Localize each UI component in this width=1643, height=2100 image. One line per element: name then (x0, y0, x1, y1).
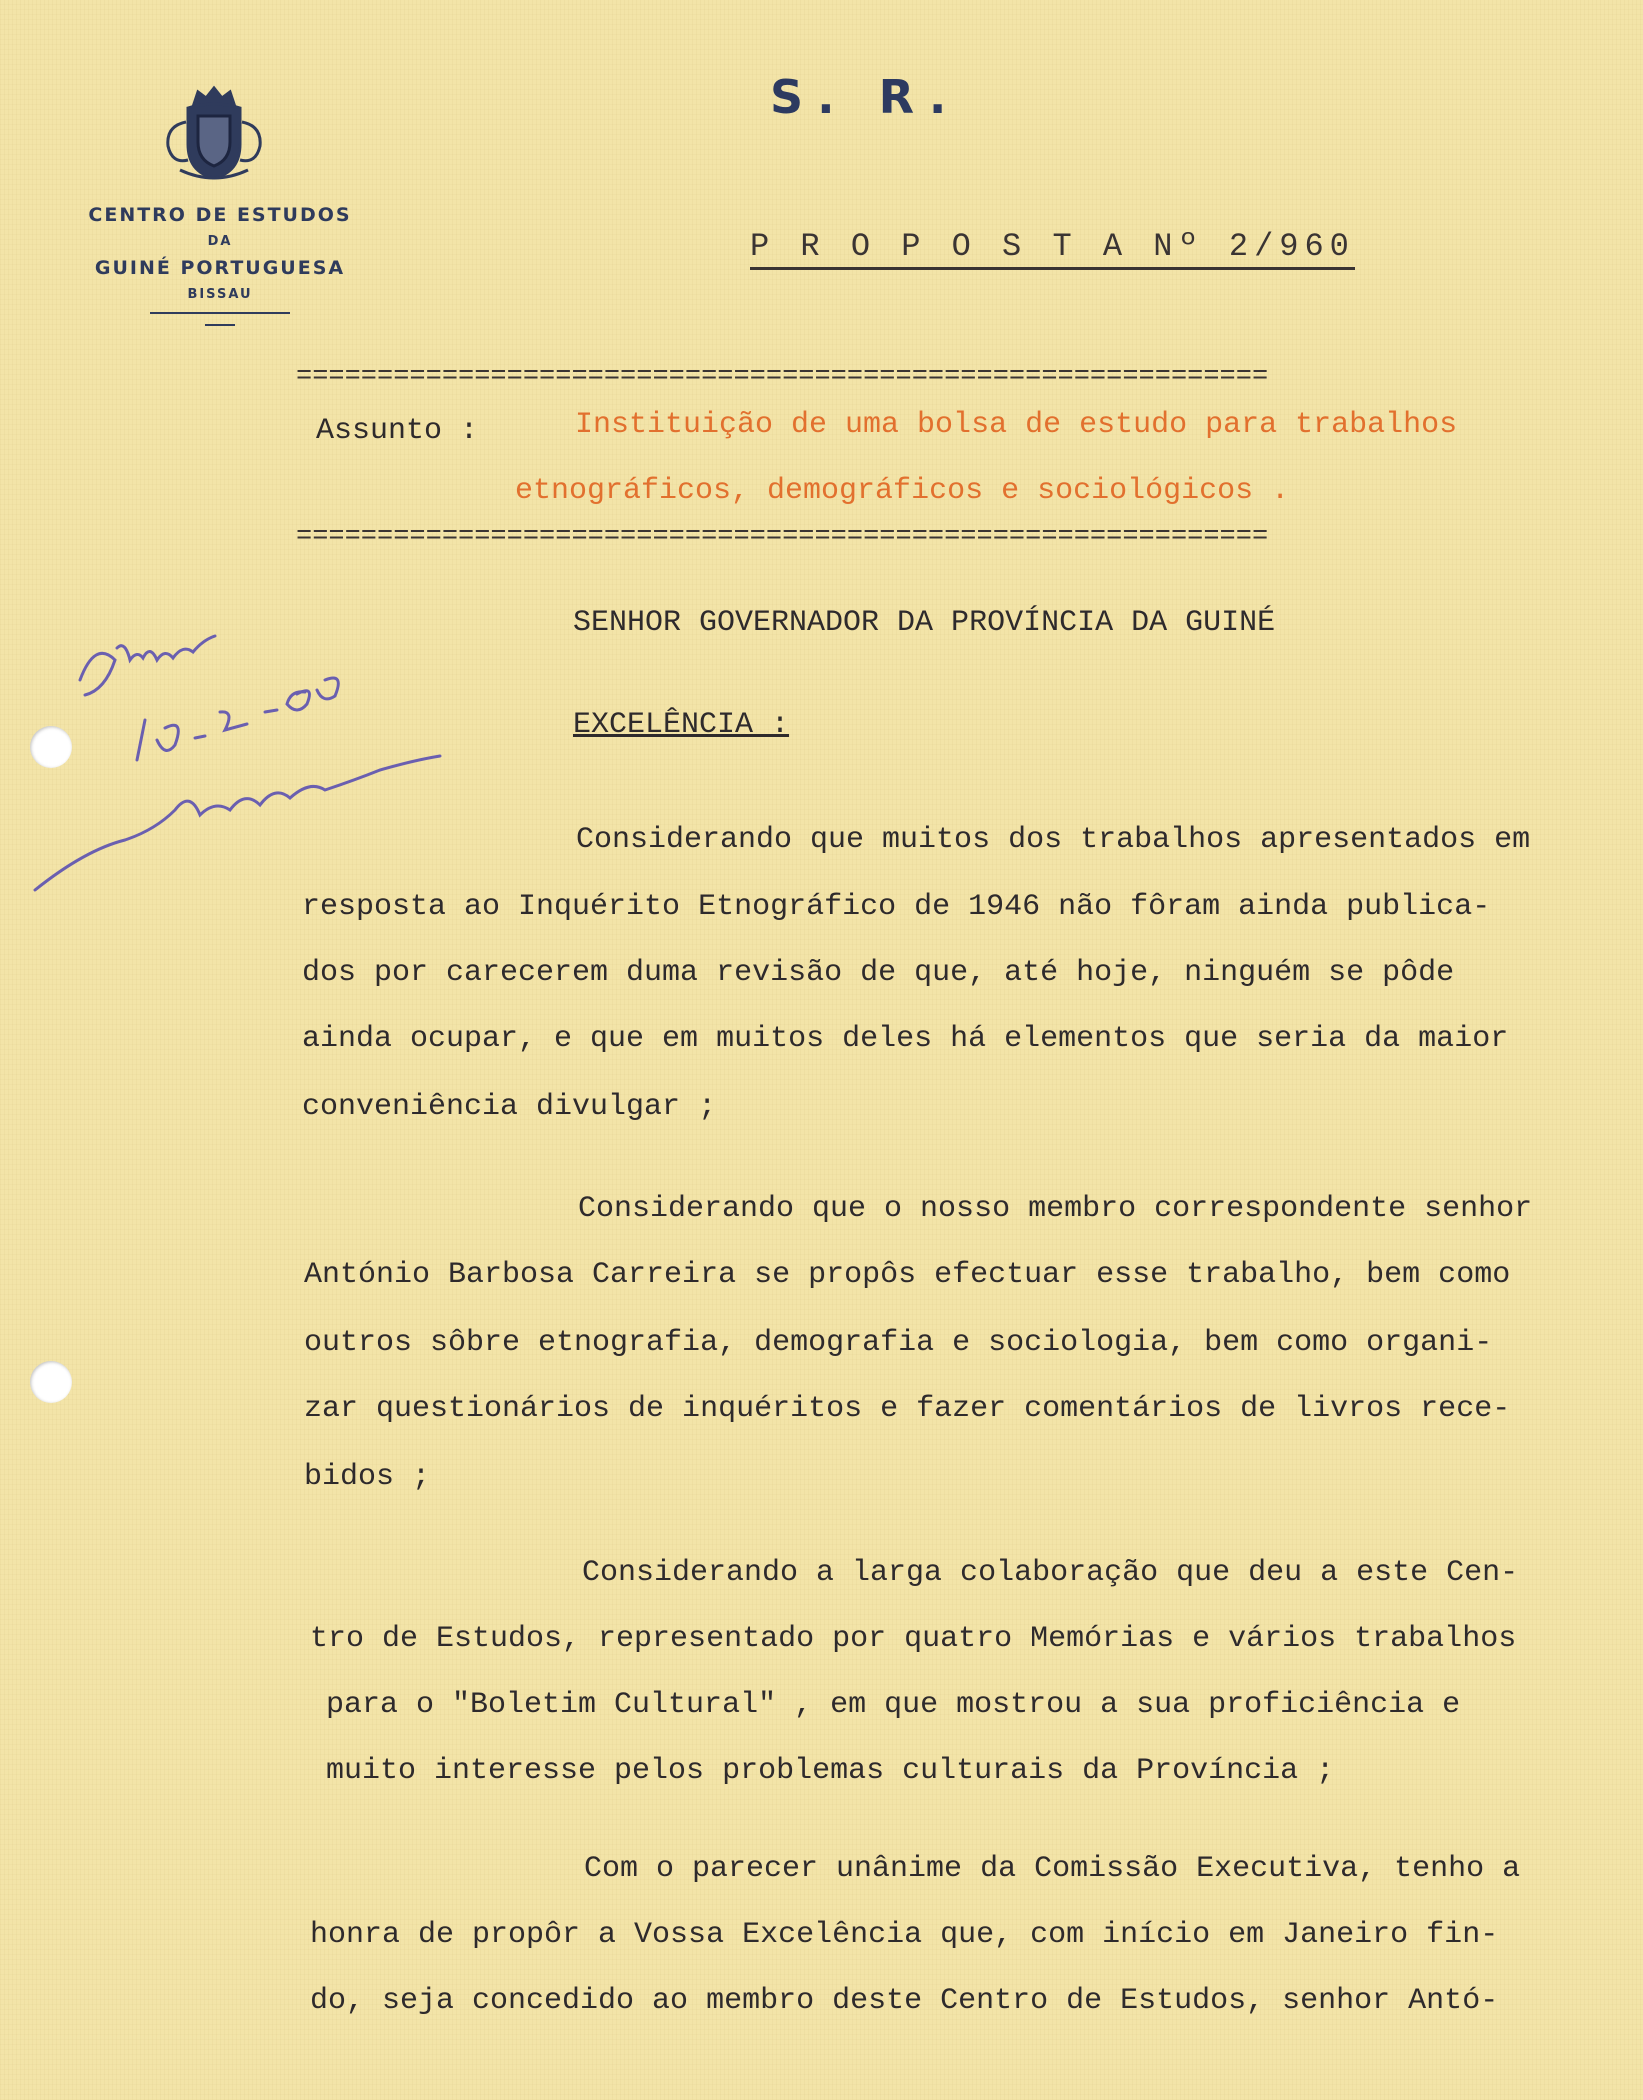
text-line: tro de Estudos, representado por quatro Memórias e vários trabalhos (310, 1622, 1517, 1656)
text-line: conveniência divulgar ; (302, 1090, 717, 1124)
text-line: Com o parecer unânime da Comissão Executiva, tenho a (584, 1852, 1521, 1886)
letterhead-rule (150, 312, 290, 314)
text-line: muito interesse pelos problemas culturais da Província ; (326, 1754, 1335, 1788)
text-line: bidos ; (304, 1460, 431, 1494)
subject-line-1: Instituição de uma bolsa de estudo para trabalhos (575, 408, 1458, 442)
text-line: Considerando que o nosso membro correspondente senhor (578, 1192, 1533, 1226)
subject-line-2: etnográficos, demográficos e sociológicos . (515, 474, 1290, 508)
letterhead-line-2: DA (207, 234, 233, 249)
letterhead-rule-short (205, 324, 235, 326)
text-line: para o "Boletim Cultural" , em que mostrou a sua proficiência e (326, 1688, 1461, 1722)
text-line: Considerando a larga colaboração que deu a este Cen- (582, 1556, 1519, 1590)
addressee: SENHOR GOVERNADOR DA PROVÍNCIA DA GUINÉ (573, 606, 1276, 640)
handwritten-annotation (25, 600, 455, 920)
document-title: P R O P O S T A Nº 2/960 (750, 228, 1355, 270)
text-line: outros sôbre etnografia, demografia e sociologia, bem como organi- (304, 1326, 1493, 1360)
letterhead-line-4: BISSAU (187, 287, 253, 302)
letterhead-line-1: CENTRO DE ESTUDOS (88, 204, 352, 226)
text-line: zar questionários de inquéritos e fazer comentários de livros rece- (304, 1392, 1511, 1426)
coat-of-arms-seal (158, 82, 270, 184)
classification-marking: S. R. (770, 70, 961, 124)
punch-hole-bottom (30, 1361, 72, 1403)
text-line: honra de propôr a Vossa Excelência que, com início em Janeiro fin- (310, 1918, 1499, 1952)
text-line: António Barbosa Carreira se propôs efectuar esse trabalho, bem como (304, 1258, 1511, 1292)
text-line: dos por carecerem duma revisão de que, até hoje, ninguém se pôde (302, 956, 1455, 990)
separator-top: ============================================================ (296, 362, 1269, 392)
text-line: Considerando que muitos dos trabalhos apresentados em (576, 823, 1531, 857)
letterhead-line-3: GUINÉ PORTUGUESA (94, 257, 346, 279)
greeting: EXCELÊNCIA : (573, 708, 790, 742)
subject-label: Assunto : (316, 414, 479, 448)
text-line: do, seja concedido ao membro deste Centro de Estudos, senhor Antó- (310, 1984, 1499, 2018)
letterhead (40, 200, 400, 326)
separator-bottom: ============================================================ (296, 522, 1269, 552)
text-line: resposta ao Inquérito Etnográfico de 1946 não fôram ainda publica- (302, 890, 1491, 924)
text-line: ainda ocupar, e que em muitos deles há elementos que seria da maior (302, 1022, 1509, 1056)
